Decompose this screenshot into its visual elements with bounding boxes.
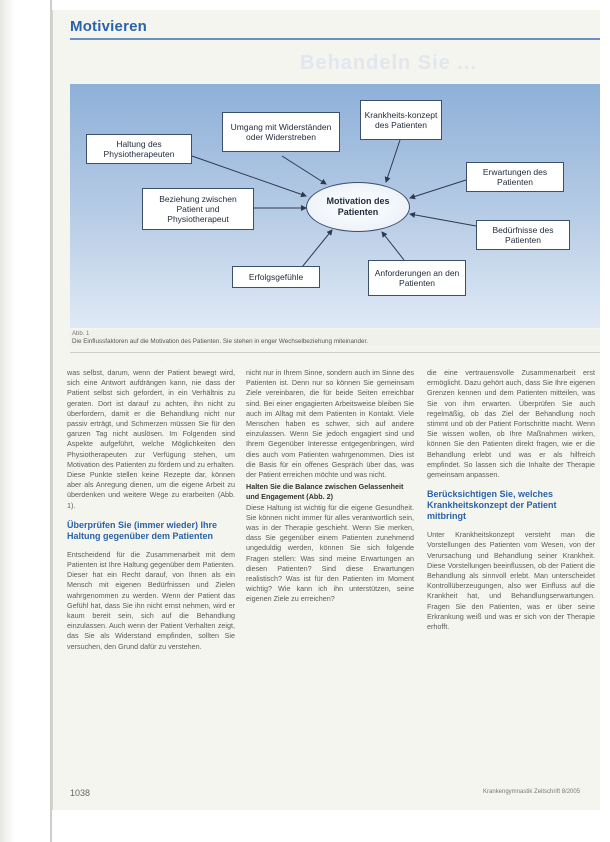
arrow-erwartungen bbox=[410, 180, 466, 198]
arrow-krankheitskonzept bbox=[386, 140, 400, 182]
scan-mark: · bbox=[161, 359, 163, 365]
subheading-balance: Halten Sie die Balance zwischen Gelassenheit und Engagement (Abb. 2) bbox=[246, 482, 404, 502]
arrow-umgang bbox=[282, 156, 326, 184]
section-title: Motivieren bbox=[70, 18, 148, 35]
arrow-beduerfnisse bbox=[410, 214, 476, 226]
paragraph-engagement: nicht nur in Ihrem Sinne, sondern auch im Sinne des Patienten ist. Denn nur so können Sie gemeinsam Ziele vereinbaren, die für beide Seiten erreichbar sind. Bei einer engagierten Arbeitsweise bleiben Sie auch im Alltag mit dem Patienten in Kontakt. Viele Menschen haben es schwer, sich auf andere einzulassen. Wenn Sie jedoch engagiert sind und Ihrem Gegenüber Interesse entgegenbringen, wird dies auch vom Patienten wahrgenommen. Dies ist die Basis für ein offenes Gespräch über das, was der Patient erreichen möchte und was nicht. bbox=[246, 368, 414, 480]
box-umgang: Umgang mit Widerständen oder Widerstreben bbox=[222, 112, 340, 152]
box-haltung: Haltung des Physiotherapeuten bbox=[86, 134, 192, 164]
scan-shadow bbox=[0, 0, 14, 842]
paragraph-haltung: Entscheidend für die Zusammenarbeit mit dem Patienten ist Ihre Haltung gegenüber dem Patienten. Dieser hat ein Recht darauf, von Ihnen als ein Mensch mit eigenen Bedürfnissen und Zielen wahrgenommen zu werden. Wenn der Patient das Gefühl hat, dass Sie ihn nicht ernst nehmen, wird er kaum bereit sein, sich auf die Behandlung einzulassen. Auch wenn der Patient Verhalten zeigt, das Sie als Widerstand empfinden, sollten Sie versuchen, den Grund dafür zu verstehen. bbox=[67, 549, 235, 651]
bleed-through-text: Behandeln Sie ... bbox=[300, 52, 478, 74]
figure-caption bbox=[70, 330, 600, 346]
header-rule bbox=[70, 38, 600, 40]
paragraph-intro: was selbst, darum, wenn der Patient bewegt wird, sich eine Antwort aufdrängen kann, nie dass der Patient selbst sich gefordert, in ein Verhältnis zu geraten. Dort ist darauf zu achten, ihn nicht zu überfordern, damit er die Behandlung nicht nur passiv erträgt, und Schmerzen müssen Sie für den ganzen Tag nicht auslösen. Im Folgenden sind Aspekte aufgeführt, welche Möglichkeiten den Physiotherapeuten zur Verfügung stehen, um Motivation des Patienten zu fördern und zu erhalten. Diese Punkte stellen keine Rezepte dar, können aber als Anregung dienen, um die eigene Arbeit zu überdenken und weitere Wege zu erarbeiten (Abb. 1). bbox=[67, 368, 235, 510]
caption-text: Die Einflussfaktoren auf die Motivation des Patienten. Sie stehen in enger Wechselbeziehung miteinander. bbox=[72, 338, 369, 345]
caption-rule bbox=[70, 352, 600, 353]
box-krankheitskonzept: Krankheits-konzept des Patienten bbox=[360, 100, 442, 140]
text-column-3 bbox=[427, 368, 595, 632]
box-erfolge: Erfolgsgefühle bbox=[232, 266, 320, 288]
paragraph-krankheitskonzept: Unter Krankheitskonzept versteht man die Vorstellungen des Patienten vom Wesen, von der Verursachung und Behandlung seiner Krankheit. Diese Vorstellungen beeinflussen, ob der Patient die Behandlung als sinnvoll erlebt. Man unterscheidet Kontrollüberzeugungen, also wer Einfluss auf die Krankheit hat, und Behandlungserwartungen. Fragen Sie den Patienten, was er über seine Erkrankung weiß und was er sich von der Therapie erhofft. bbox=[427, 530, 595, 632]
text-column-2 bbox=[246, 368, 414, 605]
box-beduerfnisse: Bedürfnisse des Patienten bbox=[476, 220, 570, 250]
paragraph-balance: Diese Haltung ist wichtig für die eigene Gesundheit. Sie können nicht immer für alles verantwortlich sein, was in der Therapie geschieht. Wenn Sie merken, dass Sie gegenüber einem Patienten zunehmend ungeduldig werden, können Sie sich folgende Fragen stellen: Was sind meine Erwartungen an diesen Patienten? Sind diese Erwartungen realistisch? Was ist für den Patienten im Moment wichtig? Wie kann ich ihn unterstützen, seine eigenen Ziele zu erreichen? bbox=[246, 502, 414, 604]
journal-source: Krankengymnastik Zeitschrift 8/2005 bbox=[483, 789, 581, 795]
center-motivation: Motivation des Patienten bbox=[306, 182, 410, 232]
box-beziehung: Beziehung zwischen Patient und Physiotherapeut bbox=[142, 188, 254, 230]
text-column-1 bbox=[67, 368, 235, 652]
caption-label: Abb. 1 bbox=[72, 331, 90, 337]
box-erwartungen: Erwartungen des Patienten bbox=[466, 162, 564, 192]
heading-haltung: Überprüfen Sie (immer wieder) Ihre Haltung gegenüber dem Patienten bbox=[67, 519, 218, 541]
paragraph-zusammenarbeit: die eine vertrauensvolle Zusammenarbeit erst ermöglicht. Dazu gehört auch, dass Sie Ihre eigenen Grenzen kennen und dem Patienten mitteilen, was Sie von ihm erwarten. Überprüfen Sie auch regelmäßig, ob das Ziel der Behandlung noch stimmt und ob der Patient Fortschritte macht. Wenn Sie wissen wollen, ob Ihre Maßnahmen wirken, können Sie den Patienten direkt fragen, wie er die Behandlung erlebt und was er als hilfreich empfindet. So lassen sich die Inhalte der Therapie gemeinsam anpassen. bbox=[427, 368, 595, 480]
box-anforderungen: Anforderungen an den Patienten bbox=[368, 260, 466, 296]
page-number: 1038 bbox=[70, 788, 91, 798]
arrow-anforderungen bbox=[382, 232, 404, 260]
heading-krankheitskonzept: Berücksichtigen Sie, welches Krankheitskonzept der Patient mitbringt bbox=[427, 489, 557, 522]
motivation-diagram bbox=[70, 84, 600, 328]
